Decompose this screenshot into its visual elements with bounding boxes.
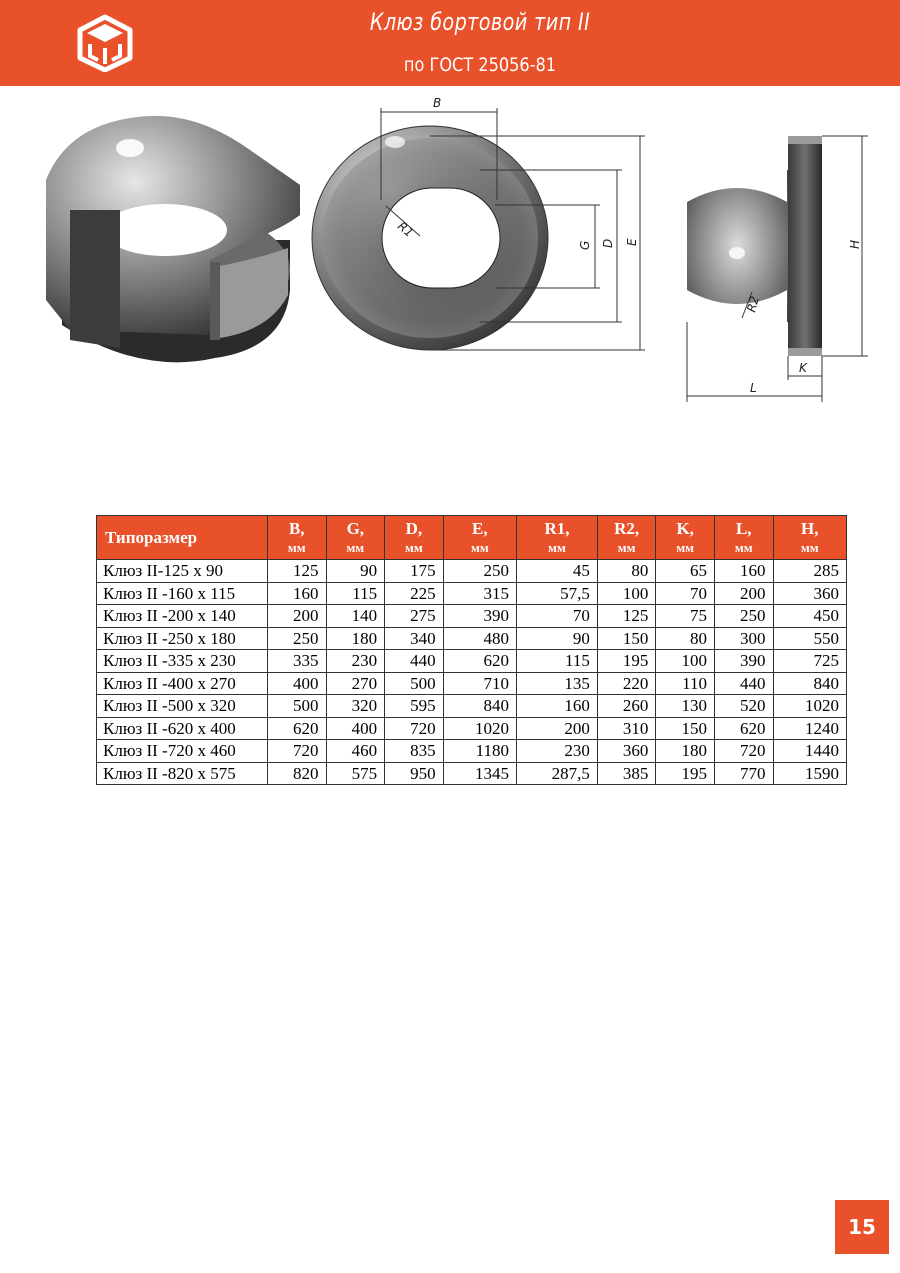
label-g: G xyxy=(578,240,592,250)
cell-value: 65 xyxy=(656,560,715,583)
cell-value: 820 xyxy=(268,762,327,785)
cell-value: 140 xyxy=(326,605,385,628)
cell-value: 175 xyxy=(385,560,444,583)
cell-value: 195 xyxy=(656,762,715,785)
cell-value: 90 xyxy=(517,627,598,650)
cell-value: 1345 xyxy=(443,762,516,785)
cell-model: Клюз II -200 х 140 xyxy=(97,605,268,628)
cell-value: 500 xyxy=(385,672,444,695)
cell-value: 620 xyxy=(714,717,773,740)
table-row xyxy=(97,740,847,763)
header-l: L, мм xyxy=(714,516,773,560)
cell-value: 270 xyxy=(326,672,385,695)
cell-value: 1020 xyxy=(443,717,516,740)
cell-value: 115 xyxy=(517,650,598,673)
cell-value: 480 xyxy=(443,627,516,650)
cell-value: 520 xyxy=(714,695,773,718)
cell-value: 310 xyxy=(597,717,656,740)
cell-value: 595 xyxy=(385,695,444,718)
cell-value: 90 xyxy=(326,560,385,583)
cell-value: 75 xyxy=(656,605,715,628)
table-row xyxy=(97,762,847,785)
cell-value: 360 xyxy=(773,582,846,605)
cell-model: Клюз II -500 х 320 xyxy=(97,695,268,718)
cell-model: Клюз II -335 х 230 xyxy=(97,650,268,673)
spec-table xyxy=(96,515,847,785)
cell-value: 720 xyxy=(268,740,327,763)
cell-value: 250 xyxy=(714,605,773,628)
cell-value: 275 xyxy=(385,605,444,628)
cell-value: 400 xyxy=(268,672,327,695)
cell-value: 385 xyxy=(597,762,656,785)
cell-value: 260 xyxy=(597,695,656,718)
cell-value: 840 xyxy=(773,672,846,695)
cell-value: 835 xyxy=(385,740,444,763)
cell-value: 70 xyxy=(517,605,598,628)
header-r2: R2, мм xyxy=(597,516,656,560)
cell-value: 150 xyxy=(597,627,656,650)
cell-value: 340 xyxy=(385,627,444,650)
cell-value: 115 xyxy=(326,582,385,605)
cell-value: 315 xyxy=(443,582,516,605)
cell-value: 160 xyxy=(714,560,773,583)
cell-value: 390 xyxy=(714,650,773,673)
cell-value: 70 xyxy=(656,582,715,605)
table-row xyxy=(97,627,847,650)
header-d: D, мм xyxy=(385,516,444,560)
cell-value: 950 xyxy=(385,762,444,785)
cell-value: 725 xyxy=(773,650,846,673)
cell-value: 180 xyxy=(656,740,715,763)
cell-value: 80 xyxy=(597,560,656,583)
cell-value: 160 xyxy=(268,582,327,605)
cell-value: 620 xyxy=(268,717,327,740)
label-b: B xyxy=(433,96,442,110)
label-r2: R2 xyxy=(744,294,762,314)
page-number: 15 xyxy=(835,1200,889,1254)
hawse-drawings xyxy=(0,90,900,410)
cell-value: 1240 xyxy=(773,717,846,740)
front-view xyxy=(312,96,645,350)
cell-model: Клюз II -720 х 460 xyxy=(97,740,268,763)
label-e: E xyxy=(625,238,639,246)
header-h: H, мм xyxy=(773,516,846,560)
page-header xyxy=(0,0,900,86)
cell-value: 180 xyxy=(326,627,385,650)
cell-value: 440 xyxy=(714,672,773,695)
cell-value: 710 xyxy=(443,672,516,695)
header-b: B, мм xyxy=(268,516,327,560)
table-row xyxy=(97,560,847,583)
cell-value: 320 xyxy=(326,695,385,718)
cell-model: Клюз II -820 х 575 xyxy=(97,762,268,785)
cell-value: 287,5 xyxy=(517,762,598,785)
cell-value: 80 xyxy=(656,627,715,650)
cell-value: 300 xyxy=(714,627,773,650)
cell-value: 1180 xyxy=(443,740,516,763)
cell-model: Клюз II-125 х 90 xyxy=(97,560,268,583)
cell-model: Клюз II -250 х 180 xyxy=(97,627,268,650)
cell-value: 225 xyxy=(385,582,444,605)
cell-value: 200 xyxy=(517,717,598,740)
table-row xyxy=(97,582,847,605)
cell-value: 500 xyxy=(268,695,327,718)
table-row xyxy=(97,672,847,695)
cell-model: Клюз II -400 х 270 xyxy=(97,672,268,695)
label-d: D xyxy=(601,238,615,248)
cell-value: 250 xyxy=(443,560,516,583)
cell-value: 575 xyxy=(326,762,385,785)
cell-value: 285 xyxy=(773,560,846,583)
label-r1: R1 xyxy=(395,219,417,241)
page-subtitle: по ГОСТ 25056-81 xyxy=(403,54,557,76)
cube-logo-icon xyxy=(76,14,134,72)
cell-value: 160 xyxy=(517,695,598,718)
cell-value: 220 xyxy=(597,672,656,695)
cell-value: 1590 xyxy=(773,762,846,785)
header-tiporazmer: Типоразмер xyxy=(97,516,268,560)
cell-value: 390 xyxy=(443,605,516,628)
cell-value: 135 xyxy=(517,672,598,695)
cell-value: 720 xyxy=(714,740,773,763)
cell-value: 130 xyxy=(656,695,715,718)
cell-value: 770 xyxy=(714,762,773,785)
cell-value: 100 xyxy=(656,650,715,673)
table-row xyxy=(97,650,847,673)
cell-value: 100 xyxy=(597,582,656,605)
label-h: H xyxy=(848,239,862,249)
cell-value: 200 xyxy=(714,582,773,605)
table-row xyxy=(97,717,847,740)
cell-value: 720 xyxy=(385,717,444,740)
cell-value: 450 xyxy=(773,605,846,628)
cell-value: 200 xyxy=(268,605,327,628)
cell-value: 840 xyxy=(443,695,516,718)
isometric-view xyxy=(46,116,300,362)
cell-value: 620 xyxy=(443,650,516,673)
cell-value: 125 xyxy=(597,605,656,628)
cell-value: 195 xyxy=(597,650,656,673)
header-k: K, мм xyxy=(656,516,715,560)
side-view xyxy=(687,136,868,402)
cell-value: 250 xyxy=(268,627,327,650)
cell-value: 110 xyxy=(656,672,715,695)
cell-value: 335 xyxy=(268,650,327,673)
cell-value: 150 xyxy=(656,717,715,740)
cell-value: 360 xyxy=(597,740,656,763)
header-e: E, мм xyxy=(443,516,516,560)
cell-value: 230 xyxy=(326,650,385,673)
cell-value: 400 xyxy=(326,717,385,740)
table-row xyxy=(97,605,847,628)
table-header-row xyxy=(97,516,847,560)
header-g: G, мм xyxy=(326,516,385,560)
cell-value: 125 xyxy=(268,560,327,583)
table-body xyxy=(97,560,847,785)
label-k: K xyxy=(799,361,807,375)
table-row xyxy=(97,695,847,718)
cell-model: Клюз II -620 х 400 xyxy=(97,717,268,740)
cell-value: 57,5 xyxy=(517,582,598,605)
page-title: Клюз бортовой тип II xyxy=(369,8,591,36)
cell-value: 550 xyxy=(773,627,846,650)
header-r1: R1, мм xyxy=(517,516,598,560)
cell-value: 440 xyxy=(385,650,444,673)
cell-value: 230 xyxy=(517,740,598,763)
cell-value: 1440 xyxy=(773,740,846,763)
cell-value: 460 xyxy=(326,740,385,763)
cell-model: Клюз II -160 х 115 xyxy=(97,582,268,605)
cell-value: 45 xyxy=(517,560,598,583)
cell-value: 1020 xyxy=(773,695,846,718)
label-l: L xyxy=(750,381,757,395)
